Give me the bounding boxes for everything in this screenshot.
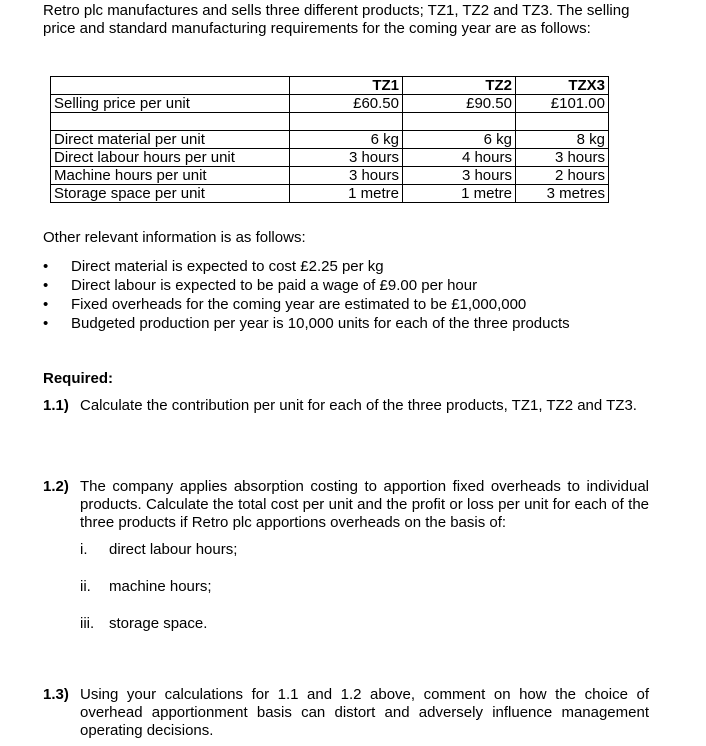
cell-value: 2 hours bbox=[516, 167, 609, 185]
bullet-text: Direct material is expected to cost £2.25 per kg bbox=[71, 258, 384, 275]
intro-paragraph: Retro plc manufactures and sells three different products; TZ1, TZ2 and TZ3. The selling price and standard manufacturing requirements for the coming year are as follows: bbox=[43, 2, 630, 37]
spacer-cell bbox=[516, 113, 609, 131]
cell-value: 6 kg bbox=[403, 131, 516, 149]
cell-value: 6 kg bbox=[290, 131, 403, 149]
cell-value: 4 hours bbox=[403, 149, 516, 167]
table-header-blank bbox=[51, 77, 290, 95]
question-1-1 bbox=[43, 397, 649, 415]
cell-value: 8 kg bbox=[516, 131, 609, 149]
list-item bbox=[43, 257, 570, 276]
sub-item-text: direct labour hours; bbox=[109, 541, 238, 558]
question-1-2 bbox=[43, 478, 649, 532]
row-label: Selling price per unit bbox=[51, 95, 290, 113]
bullet-icon: • bbox=[43, 277, 49, 294]
sub-item-text: machine hours; bbox=[109, 578, 212, 595]
list-item bbox=[43, 314, 570, 333]
cell-value: 1 metre bbox=[290, 185, 403, 203]
other-info-heading: Other relevant information is as follows: bbox=[43, 229, 306, 246]
cell-value: £101.00 bbox=[516, 95, 609, 113]
question-text: Calculate the contribution per unit for each of the three products, TZ1, TZ2 and TZ3. bbox=[80, 397, 637, 414]
table-row bbox=[51, 131, 609, 149]
sub-item-text: storage space. bbox=[109, 615, 208, 632]
header-tz1: TZ1 bbox=[290, 77, 403, 95]
cell-value: 1 metre bbox=[403, 185, 516, 203]
header-tz2: TZ2 bbox=[403, 77, 516, 95]
bullet-text: Fixed overheads for the coming year are estimated to be £1,000,000 bbox=[71, 296, 527, 313]
product-table bbox=[50, 76, 609, 203]
sub-item-ii bbox=[80, 578, 212, 595]
question-number: 1.1) bbox=[43, 397, 69, 414]
table-row bbox=[51, 185, 609, 203]
cell-value: 3 hours bbox=[403, 167, 516, 185]
spacer-cell bbox=[290, 113, 403, 131]
row-label: Storage space per unit bbox=[51, 185, 290, 203]
spacer-cell bbox=[51, 113, 290, 131]
table-row bbox=[51, 167, 609, 185]
bullet-icon: • bbox=[43, 296, 49, 313]
bullet-text: Direct labour is expected to be paid a wage of £9.00 per hour bbox=[71, 277, 478, 294]
table-row bbox=[51, 149, 609, 167]
sub-item-i bbox=[80, 541, 237, 558]
cell-value: 3 hours bbox=[290, 167, 403, 185]
bullet-text: Budgeted production per year is 10,000 units for each of the three products bbox=[71, 315, 570, 332]
row-label: Direct labour hours per unit bbox=[51, 149, 290, 167]
cell-value: 3 metres bbox=[516, 185, 609, 203]
row-label: Direct material per unit bbox=[51, 131, 290, 149]
cell-value: 3 hours bbox=[290, 149, 403, 167]
sub-item-number: i. bbox=[80, 541, 88, 558]
info-bullet-list bbox=[43, 257, 570, 333]
question-text: Using your calculations for 1.1 and 1.2 above, comment on how the choice of overhead apportionment basis can distort and adversely influence management operating decisions. bbox=[80, 686, 649, 739]
table-spacer-row bbox=[51, 113, 609, 131]
sub-item-number: ii. bbox=[80, 578, 91, 595]
question-number: 1.2) bbox=[43, 478, 69, 495]
list-item bbox=[43, 276, 570, 295]
question-number: 1.3) bbox=[43, 686, 69, 703]
cell-value: £60.50 bbox=[290, 95, 403, 113]
spacer-cell bbox=[403, 113, 516, 131]
bullet-icon: • bbox=[43, 315, 49, 332]
sub-item-iii bbox=[80, 615, 207, 632]
table-row-selling-price bbox=[51, 95, 609, 113]
cell-value: 3 hours bbox=[516, 149, 609, 167]
question-text: The company applies absorption costing to apportion fixed overheads to individual products. Calculate the total cost per unit and the profit or loss per unit for each of the three products if Retro plc apportions overheads on the basis of: bbox=[80, 478, 649, 531]
header-tzx3: TZX3 bbox=[516, 77, 609, 95]
list-item bbox=[43, 295, 570, 314]
sub-item-number: iii. bbox=[80, 615, 95, 632]
question-1-3 bbox=[43, 686, 649, 740]
table-header-row bbox=[51, 77, 609, 95]
required-heading: Required: bbox=[43, 370, 114, 387]
cell-value: £90.50 bbox=[403, 95, 516, 113]
row-label: Machine hours per unit bbox=[51, 167, 290, 185]
bullet-icon: • bbox=[43, 258, 49, 275]
